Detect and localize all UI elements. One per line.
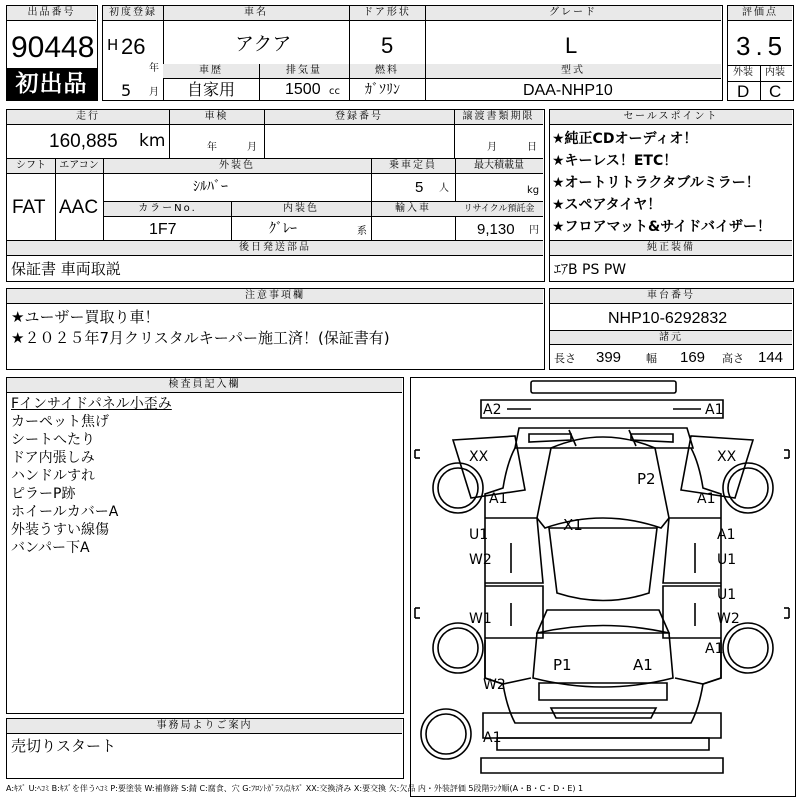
model-label: 型式: [425, 64, 721, 79]
mark-xx-right: XX: [717, 449, 737, 465]
mileage-value: 160,885: [49, 131, 118, 152]
car-outline: [411, 378, 794, 795]
inspector-line: シートへたり: [11, 432, 95, 448]
sales-point: ★キーレス！ETC！: [552, 153, 678, 169]
grade-label: グレード: [425, 6, 721, 21]
sales-point: ★スペアタイヤ！: [552, 197, 662, 213]
reg-year: 26: [121, 34, 146, 59]
note-line: ★ユーザー買取り車！: [11, 308, 160, 326]
inspector-line: ドア内張しみ: [11, 450, 95, 466]
equipment-value: ｴｱB PS PW: [554, 262, 627, 278]
sales-point: ★オートリトラクタブルミラー！: [552, 175, 760, 191]
fuel-value: ｶﾞｿﾘﾝ: [365, 82, 400, 98]
notes-label: 注意事項欄: [7, 289, 543, 304]
mark-a1-rear-right: A1: [705, 641, 724, 657]
inspection-month-unit: 月: [247, 142, 257, 153]
height-label: 高さ: [722, 352, 744, 365]
aircon-value: AAC: [59, 197, 99, 218]
chassis-box: [549, 288, 794, 370]
chassis-value: NHP10-6292832: [608, 310, 728, 327]
history-label: 車歴: [163, 64, 259, 79]
int-color-label: 内装色: [231, 202, 371, 217]
mark-u1-right-1: U1: [717, 552, 737, 568]
mark-w2-right: W2: [717, 611, 740, 627]
aircon-label: エアコン: [55, 159, 103, 174]
grade-value: L: [565, 33, 578, 58]
inspector-line: ピラーP跡: [11, 486, 76, 502]
int-color-value: ｸﾞﾚｰ: [269, 221, 297, 237]
doors-value: 5: [381, 33, 394, 58]
mark-a1-fender-left: A1: [489, 491, 508, 507]
capacity-label: 乗車定員: [371, 159, 455, 174]
fuel-label: 燃料: [349, 64, 425, 79]
history-value: 自家用: [187, 80, 236, 99]
mark-p2: P2: [637, 470, 656, 488]
length-label: 長さ: [554, 352, 576, 365]
mark-w2-left: W2: [469, 552, 492, 568]
later-parts-label: 後日発送部品: [7, 241, 543, 256]
int-color-suffix: 系: [357, 226, 367, 237]
main-header-box: [102, 5, 723, 101]
inspection-year-unit: 年: [207, 142, 217, 153]
recycle-value: 9,130: [477, 221, 515, 238]
mileage-label: 走行: [7, 110, 169, 125]
mark-u1-right-2: U1: [717, 587, 737, 603]
office-box: [6, 718, 404, 779]
inspector-line: カーペット焦げ: [11, 414, 109, 430]
note-line: ★２０２５年7月クリスタルキーパー施工済！(保証書有): [11, 329, 390, 347]
details-box: [6, 109, 545, 282]
import-label: 輸入車: [371, 202, 455, 217]
dims-label: 諸元: [550, 330, 792, 345]
mark-w2-rear-left: W2: [483, 677, 506, 693]
mileage-unit: km: [139, 131, 166, 151]
inspector-box: [6, 377, 404, 714]
width-value: 169: [680, 349, 706, 366]
displacement-value: 1500: [285, 81, 321, 98]
docs-month-unit: 月: [487, 142, 497, 153]
docs-day-unit: 日: [527, 142, 537, 153]
office-value: 売切りスタート: [11, 737, 117, 755]
legend: A:ｷｽﾞ U:ﾍｺﾐ B:ｷｽﾞを伴うﾍｺﾐ P:要塗装 W:補修跡 S:錆 C:腐食、穴 G:ﾌﾛﾝﾄｶﾞﾗｽ点ｷｽﾞ XX:交換済み X:要交換 欠:欠品 内・外装評価 5段階ﾗﾝｸ順(A・B・C・D・E) 1: [6, 784, 584, 793]
score-box: [727, 5, 794, 101]
era-letter: H: [107, 36, 119, 54]
month-unit: 月: [149, 87, 159, 98]
mark-a1-fender-right: A1: [697, 491, 716, 507]
mark-x1: X1: [563, 516, 583, 534]
max-load-label: 最大積載量: [455, 159, 543, 174]
inspector-line: ハンドルすれ: [11, 468, 95, 484]
displacement-unit: cc: [329, 86, 340, 97]
mark-p1: P1: [553, 656, 572, 674]
mark-a1-bumper: A1: [483, 730, 502, 746]
mark-xx-left: XX: [469, 449, 489, 465]
color-no-value: 1F7: [149, 221, 177, 238]
mark-a2-front: A2: [483, 402, 502, 418]
recycle-unit: 円: [529, 225, 539, 236]
length-value: 399: [596, 349, 622, 366]
displacement-label: 排気量: [259, 64, 349, 79]
int-score-label: 内装: [765, 67, 785, 78]
notes-box: [6, 288, 545, 370]
sales-points-box: [549, 109, 794, 282]
mark-w1-left: W1: [469, 611, 492, 627]
ext-score: D: [737, 82, 750, 101]
shift-label: シフト: [7, 159, 55, 174]
mark-a1-front-right: A1: [705, 402, 724, 418]
car-name-value: アクア: [235, 33, 292, 55]
office-label: 事務局よりご案内: [7, 719, 402, 734]
sales-point: ★純正CDオーディオ！: [552, 131, 698, 147]
color-no-label: カラーNo.: [104, 202, 231, 217]
doors-label: ドア形状: [349, 6, 425, 21]
equipment-label: 純正装備: [550, 241, 792, 256]
sales-points-label: セールスポイント: [550, 110, 792, 125]
score-label: 評価点: [728, 6, 792, 21]
capacity-unit: 人: [439, 183, 449, 194]
first-reg-label: 初度登録: [103, 6, 163, 21]
year-unit: 年: [149, 63, 159, 74]
inspector-line: 外装うすい線傷: [11, 522, 109, 538]
docs-date-label: 譲渡書類期限: [454, 110, 543, 125]
mark-u1-left: U1: [469, 527, 489, 543]
ext-score-label: 外装: [733, 67, 753, 78]
recycle-label: リサイクル預託金: [455, 202, 543, 217]
inspector-line: ホイールカバーA: [11, 504, 119, 520]
capacity-value: 5: [415, 179, 424, 196]
model-value: DAA-NHP10: [523, 82, 613, 99]
max-load-unit: kg: [527, 185, 540, 196]
mark-a1-trunk: A1: [633, 656, 653, 674]
inspector-label: 検査員記入欄: [7, 378, 402, 393]
later-parts-value: 保証書 車両取説: [11, 260, 121, 278]
ext-color-value: ｼﾙﾊﾞｰ: [193, 179, 228, 195]
int-score: C: [769, 82, 782, 101]
lot-number: 90448: [11, 31, 95, 64]
reg-no-label: 登録番号: [264, 110, 454, 125]
car-name-label: 車名: [163, 6, 349, 21]
first-listing-badge: 初出品: [6, 68, 97, 101]
chassis-label: 車台番号: [550, 289, 792, 304]
damage-diagram: [410, 377, 796, 797]
mark-a1-door-right: A1: [717, 527, 736, 543]
width-label: 幅: [646, 352, 657, 365]
reg-month: 5: [121, 81, 132, 100]
inspection-label: 車検: [169, 110, 264, 125]
lot-box: [6, 5, 98, 101]
shift-value: FAT: [12, 197, 46, 218]
sales-point: ★フロアマット&サイドバイザー！: [552, 219, 771, 235]
score-value: 3.5: [736, 31, 788, 61]
inspector-line: Fインサイドパネル小歪み: [11, 396, 172, 412]
ext-color-label: 外装色: [103, 159, 371, 174]
height-value: 144: [758, 349, 784, 366]
lot-label: 出品番号: [7, 6, 96, 21]
inspector-line: バンパー下A: [11, 540, 90, 556]
